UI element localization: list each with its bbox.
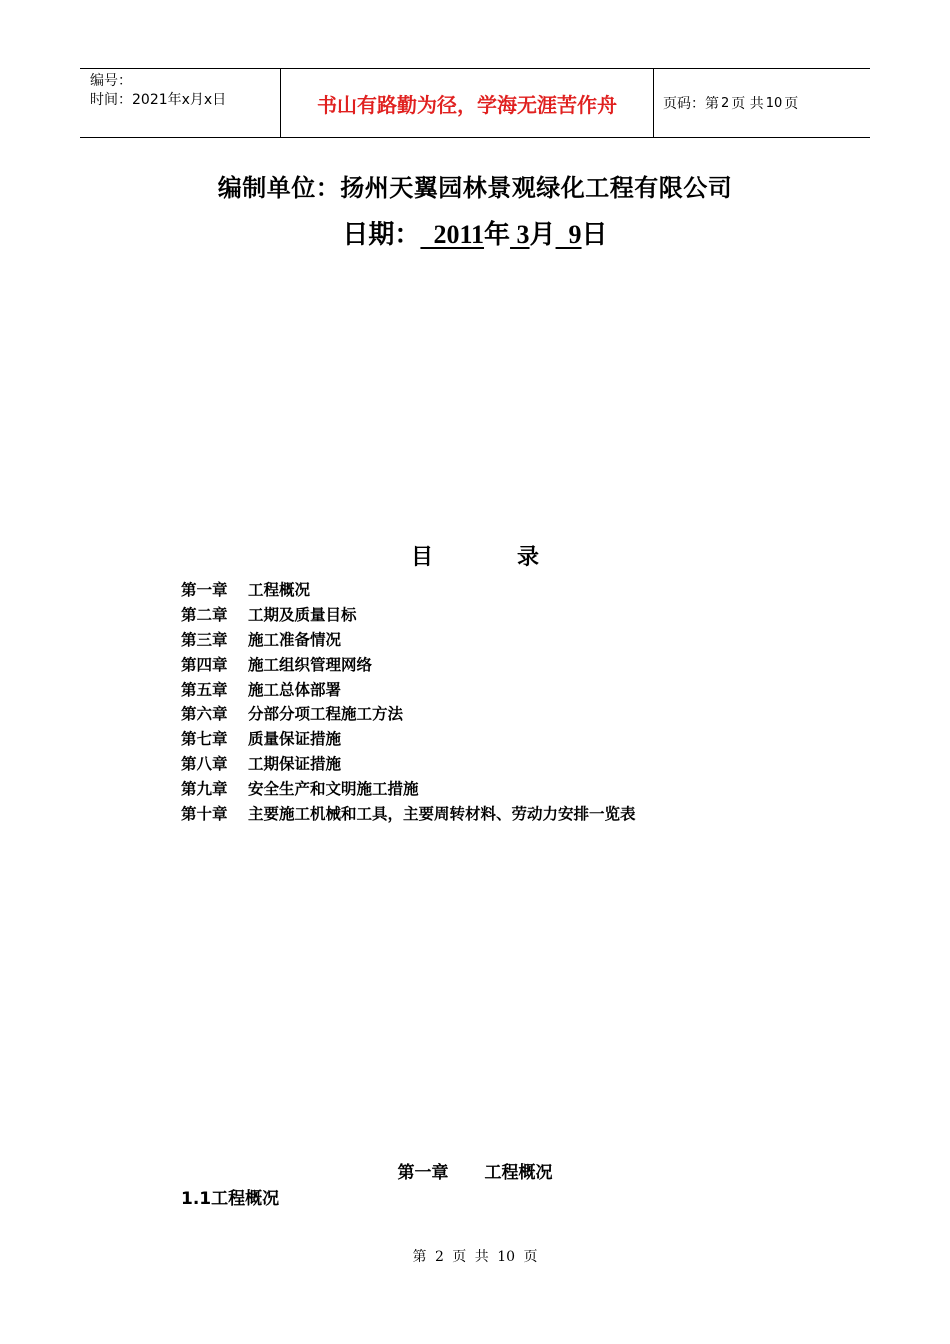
toc-item[interactable] (181, 678, 636, 703)
toc-chapter: 第六章 (181, 704, 228, 724)
toc-item[interactable] (181, 777, 636, 802)
toc-chapter-title: 安全生产和文明施工措施 (248, 779, 419, 799)
chapter-label: 第一章 (397, 1163, 449, 1183)
header-page-info (654, 69, 870, 137)
toc-item[interactable] (181, 727, 636, 752)
section-heading: 1.1工程概况 (181, 1189, 280, 1209)
toc-chapter: 第五章 (181, 679, 228, 699)
toc-title (0, 540, 950, 571)
date-month-char: 月 (529, 220, 556, 250)
toc-chapter-title: 施工组织管理网络 (248, 654, 373, 674)
header-meta (80, 69, 281, 137)
date-year: 2011 (420, 220, 485, 249)
toc-chapter-title: 工期保证措施 (248, 754, 342, 774)
date-year-char: 年 (484, 220, 511, 250)
header-motto: 书山有路勤为径，学海无涯苦作舟 (281, 69, 654, 137)
time-label: 时间：2021年x月x日 (90, 92, 227, 108)
toc-item[interactable] (181, 702, 636, 727)
toc-chapter: 第十章 (181, 804, 228, 824)
toc-item[interactable] (181, 628, 636, 653)
date-day-char: 日 (581, 220, 608, 250)
page-label-suffix: 页 (784, 96, 799, 112)
toc-title-left: 目 (410, 544, 433, 570)
compiling-unit: 编制单位：扬州天翼园林景观绿化工程有限公司 (217, 173, 733, 202)
date-day: 9 (555, 220, 582, 249)
page-label-prefix: 页码：第 (663, 96, 719, 112)
toc-chapter: 第二章 (181, 604, 228, 624)
date-month: 3 (510, 220, 530, 249)
chapter-heading (0, 1158, 950, 1183)
toc-item[interactable] (181, 752, 636, 777)
page-label-mid: 页 共 (731, 96, 764, 112)
toc-chapter: 第七章 (181, 729, 228, 749)
toc-chapter-title: 工期及质量目标 (248, 604, 357, 624)
number-label: 编号： (90, 73, 132, 89)
chapter-title: 工程概况 (484, 1163, 553, 1183)
page-current: 2 (721, 95, 730, 111)
page-header (80, 68, 870, 138)
toc-item[interactable] (181, 578, 636, 603)
toc-chapter: 第四章 (181, 654, 228, 674)
date-label: 日期： (342, 220, 421, 250)
toc-chapter-title: 施工总体部署 (248, 679, 342, 699)
compile-date (0, 214, 950, 251)
toc-chapter-title: 主要施工机械和工具，主要周转材料、劳动力安排一览表 (248, 804, 636, 824)
toc-item[interactable] (181, 653, 636, 678)
toc-item[interactable] (181, 802, 636, 827)
toc-item[interactable] (181, 603, 636, 628)
toc-title-right: 录 (517, 544, 540, 570)
page-total: 10 (765, 95, 783, 111)
toc-chapter-title: 施工准备情况 (248, 629, 342, 649)
toc-chapter-title: 质量保证措施 (248, 729, 342, 749)
toc-chapter: 第一章 (181, 580, 228, 599)
toc-chapter: 第九章 (181, 779, 228, 799)
table-of-contents (181, 578, 636, 827)
toc-chapter: 第三章 (181, 629, 228, 649)
toc-chapter-title: 工程概况 (248, 580, 311, 599)
toc-chapter: 第八章 (181, 754, 228, 774)
page-footer: 第 2 页 共 10 页 (412, 1249, 538, 1265)
toc-chapter-title: 分部分项工程施工方法 (248, 704, 404, 724)
